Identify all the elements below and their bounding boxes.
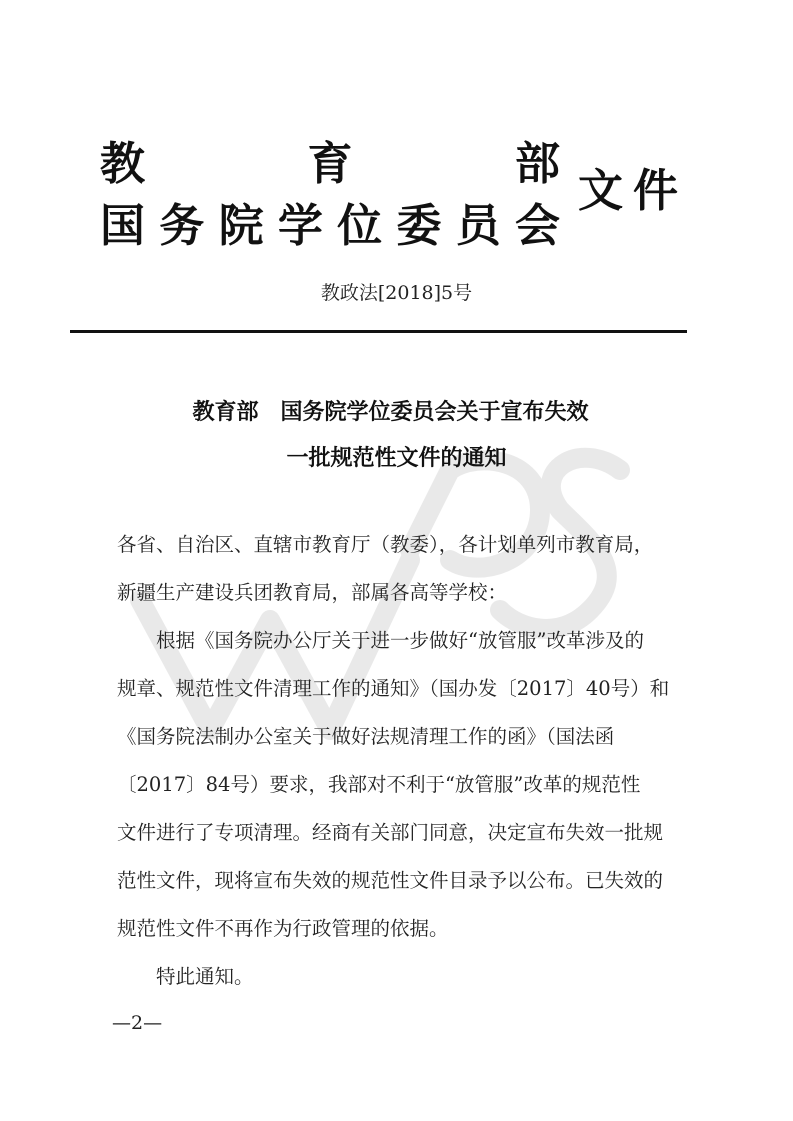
body-line: 特此通知。 xyxy=(117,965,254,988)
document-title-line-1: 教育部 国务院学位委员会关于宣布失效 xyxy=(192,399,589,425)
body-line: 各省、自治区、直辖市教育厅（教委），各计划单列市教育局， xyxy=(117,533,654,556)
body-line: 范性文件，现将宣布失效的规范性文件目录予以公布。已失效的 xyxy=(117,869,664,892)
issuer-char: 员 xyxy=(455,199,501,252)
document-title-line-2: 一批规范性文件的通知 xyxy=(286,445,507,471)
issuer-char: 部 xyxy=(514,137,560,190)
issuer-line-ministry xyxy=(100,136,560,192)
body-line: 规范性文件不再作为行政管理的依据。 xyxy=(117,917,449,940)
body-line: 〔2017〕84号）要求，我部对不利于“放管服”改革的规范性 xyxy=(117,773,641,796)
issuer-header xyxy=(100,136,700,256)
body-line: 规章、规范性文件清理工作的通知》（国办发〔2017〕40号）和 xyxy=(117,677,670,700)
issuer-char: 国 xyxy=(100,199,146,252)
header-divider xyxy=(70,330,687,333)
body-line: 《国务院法制办公室关于做好法规清理工作的函》（国法函 xyxy=(117,725,615,748)
body-line: 根据《国务院办公厅关于进一步做好“放管服”改革涉及的 xyxy=(117,629,644,652)
page-number: —2— xyxy=(112,1012,163,1034)
issuer-suffix: 文件 xyxy=(578,164,689,217)
issuer-char: 务 xyxy=(159,199,205,252)
issuer-char: 学 xyxy=(277,199,323,252)
issuer-line-committee xyxy=(100,198,560,254)
issuer-char: 位 xyxy=(337,199,383,252)
body-line: 新疆生产建设兵团教育局，部属各高等学校： xyxy=(117,581,508,604)
body-line: 文件进行了专项清理。经商有关部门同意，决定宣布失效一批规 xyxy=(117,821,664,844)
issuer-char: 会 xyxy=(514,199,560,252)
issuer-char: 育 xyxy=(307,137,353,190)
issuer-char: 委 xyxy=(396,199,442,252)
document-number: 教政法[2018]5号 xyxy=(320,282,473,304)
issuer-char: 教 xyxy=(100,137,146,190)
issuer-char: 院 xyxy=(218,199,264,252)
